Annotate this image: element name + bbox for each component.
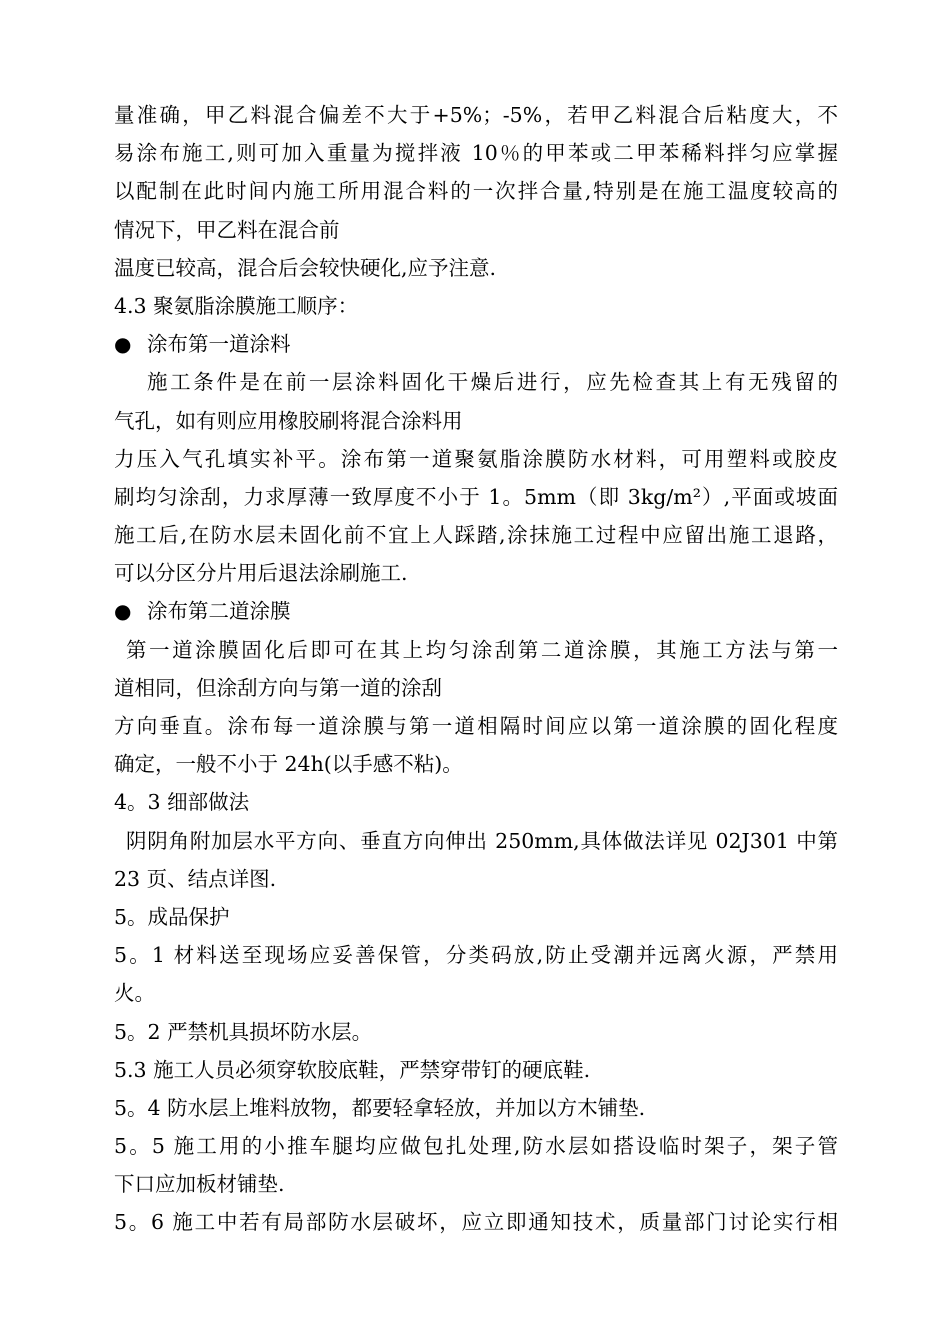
paragraph-line: 施工后,在防水层未固化前不宜上人踩踏,涂抹施工过程中应留出施工退路， <box>114 523 838 548</box>
bullet-icon: ● <box>114 332 132 357</box>
section-heading: 4.3 聚氨脂涂膜施工顺序： <box>114 293 359 318</box>
paragraph-line: 刷均匀涂刮，力求厚薄一致厚度不小于 1。5mm（即 3kg/m²）,平面或坡面 <box>114 484 838 509</box>
paragraph-line: 以配制在此时间内施工所用混合料的一次拌合量,特别是在施工温度较高的 <box>114 179 838 204</box>
bullet-text: 涂布第二道涂膜 <box>147 599 291 624</box>
paragraph-line: 温度已较高，混合后会较快硬化,应予注意. <box>114 255 497 280</box>
paragraph-line: 5。6 施工中若有局部防水层破坏，应立即通知技术，质量部门讨论实行相 <box>114 1210 838 1235</box>
paragraph-line: 道相同，但涂刮方向与第一道的涂刮 <box>114 675 442 700</box>
paragraph-line: 5。1 材料送至现场应妥善保管，分类码放,防止受潮并远离火源，严禁用 <box>114 943 838 968</box>
bullet-item <box>114 592 838 630</box>
section-heading: 5。成品保护 <box>114 904 230 929</box>
bullet-item <box>114 325 838 363</box>
paragraph-line: 易涂布施工,则可加入重量为搅拌液 10％的甲苯或二甲苯稀料拌匀应掌握 <box>114 141 838 166</box>
paragraph-line: 第一道涂膜固化后即可在其上均匀涂刮第二道涂膜，其施工方法与第一 <box>126 637 838 662</box>
paragraph-line: 阴阴角附加层水平方向、垂直方向伸出 250mm,具体做法详见 02J301 中第 <box>126 828 838 853</box>
paragraph-line: 力压入气孔填实补平。涂布第一道聚氨脂涂膜防水材料，可用塑料或胶皮 <box>114 446 838 471</box>
paragraph-line: 方向垂直。涂布每一道涂膜与第一道相隔时间应以第一道涂膜的固化程度 <box>114 714 838 738</box>
paragraph-line: 可以分区分片用后退法涂刷施工. <box>114 561 408 586</box>
paragraph-line: 5。4 防水层上堆料放物，都要轻拿轻放，并加以方木铺垫. <box>114 1095 646 1120</box>
paragraph-line: 5。2 严禁机具损坏防水层。 <box>114 1019 373 1044</box>
bullet-text: 涂布第一道涂料 <box>147 332 291 357</box>
paragraph-line: 施工条件是在前一层涂料固化干燥后进行，应先检查其上有无残留的 <box>147 370 838 395</box>
paragraph-line: 下口应加板材铺垫. <box>114 1172 285 1197</box>
section-heading: 4。3 细部做法 <box>114 790 250 815</box>
paragraph-line: 量准确，甲乙料混合偏差不大于+5%；-5%，若甲乙料混合后粘度大，不 <box>114 103 838 127</box>
paragraph-line: 情况下，甲乙料在混合前 <box>114 217 340 242</box>
paragraph-line: 火。 <box>114 981 155 1006</box>
paragraph-line: 确定，一般不小于 24h(以手感不粘)。 <box>114 752 463 777</box>
paragraph-line: 5.3 施工人员必须穿软胶底鞋，严禁穿带钉的硬底鞋. <box>114 1057 591 1082</box>
bullet-icon: ● <box>114 599 132 624</box>
paragraph-line: 5。5 施工用的小推车腿均应做包扎处理,防水层如搭设临时架子，架子管 <box>114 1134 838 1159</box>
paragraph-line: 气孔，如有则应用橡胶刷将混合涂料用 <box>114 408 463 433</box>
paragraph-line: 23 页、结点详图. <box>114 866 277 891</box>
